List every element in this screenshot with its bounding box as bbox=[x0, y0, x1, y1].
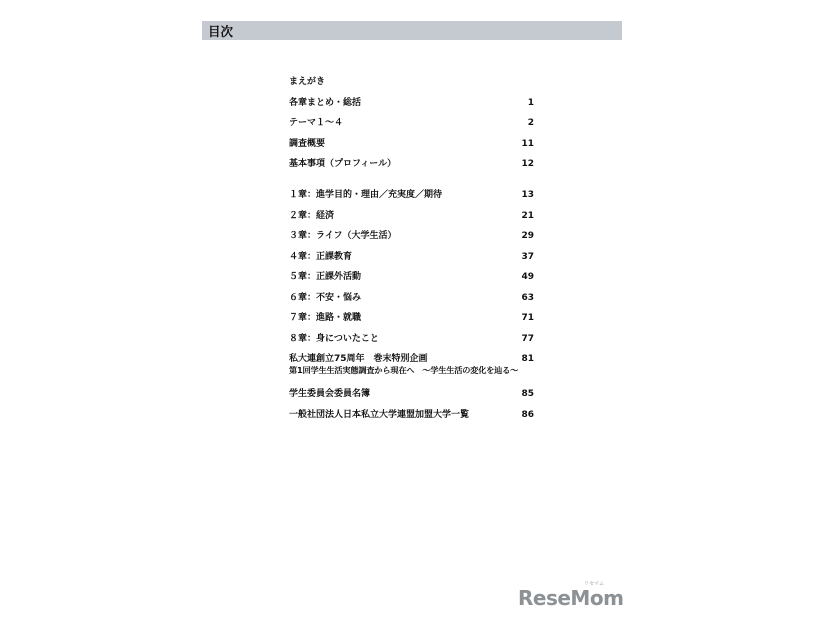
toc-entry-label: ２章：経済 bbox=[289, 211, 335, 221]
toc-entry-label: ８章：身についたこと bbox=[289, 334, 379, 344]
resemom-logo bbox=[518, 581, 624, 611]
toc-entry bbox=[289, 229, 534, 243]
toc-entry-label: １章：進学目的・理由／充実度／期待 bbox=[289, 190, 443, 200]
toc-entry-label: 各章まとめ・総括 bbox=[289, 98, 362, 108]
toc-entry-page: 37 bbox=[521, 252, 534, 262]
toc-entry-page: 12 bbox=[521, 159, 534, 169]
toc-entry-label: 一般社団法人日本私立大学連盟加盟大学一覧 bbox=[289, 410, 470, 420]
toc-entry-label: 私大連創立75周年 巻末特別企画 bbox=[289, 354, 428, 364]
toc-entry-label: ４章：正課教育 bbox=[289, 252, 353, 262]
toc-entry bbox=[289, 157, 534, 171]
toc-entry-label: ５章：正課外活動 bbox=[289, 272, 362, 282]
toc-entry bbox=[289, 250, 534, 264]
toc-entry bbox=[289, 116, 534, 130]
toc-entry bbox=[289, 188, 534, 202]
toc-entry bbox=[289, 75, 534, 89]
toc-entry-page: 11 bbox=[521, 139, 534, 149]
toc-entry-page: 13 bbox=[521, 190, 534, 200]
toc-entry bbox=[289, 137, 534, 151]
toc-entry bbox=[289, 332, 534, 346]
toc-entry-label: 学生委員会委員名簿 bbox=[289, 389, 371, 399]
toc-entry-label: 調査概要 bbox=[289, 139, 326, 149]
toc-entry-label: ３章：ライフ（大学生活） bbox=[289, 231, 397, 241]
toc-entry bbox=[289, 408, 534, 422]
toc-entry bbox=[289, 311, 534, 325]
logo-text: ReseMom bbox=[518, 586, 624, 610]
toc-entry-page: 63 bbox=[521, 293, 534, 303]
toc-entry-page: 49 bbox=[521, 272, 534, 282]
toc-entry-page: 81 bbox=[521, 354, 534, 364]
page-title: 目次 bbox=[208, 24, 234, 39]
toc-entry-label: 基本事項（プロフィール） bbox=[289, 159, 397, 169]
toc-entry-page: 2 bbox=[527, 118, 534, 128]
toc-entry-label: テーマ１～４ bbox=[289, 118, 344, 128]
toc-entry bbox=[289, 291, 534, 305]
toc-entry-page: 1 bbox=[527, 98, 534, 108]
toc-entry bbox=[289, 387, 534, 401]
toc-entry-special bbox=[289, 352, 534, 375]
toc-entry bbox=[289, 209, 534, 223]
toc-entry-page: 21 bbox=[521, 211, 534, 221]
toc-entry-page: 85 bbox=[521, 389, 534, 399]
toc-entry-subtitle: 第1回学生生活実態調査から現在へ ～学生生活の変化を辿る～ bbox=[289, 365, 519, 375]
toc-entry-page: 77 bbox=[521, 334, 534, 344]
toc-entry-label: まえがき bbox=[289, 77, 326, 87]
logo-ruby-text: リセマム bbox=[584, 581, 604, 587]
toc-entry bbox=[289, 270, 534, 284]
toc-entry-label: ６章：不安・悩み bbox=[289, 293, 362, 303]
toc-entry-label: ７章：進路・就職 bbox=[289, 313, 362, 323]
toc-entry bbox=[289, 96, 534, 110]
toc-entry-page: 86 bbox=[521, 410, 534, 420]
toc-entry-page: 29 bbox=[521, 231, 534, 241]
toc-entry-page: 71 bbox=[521, 313, 534, 323]
